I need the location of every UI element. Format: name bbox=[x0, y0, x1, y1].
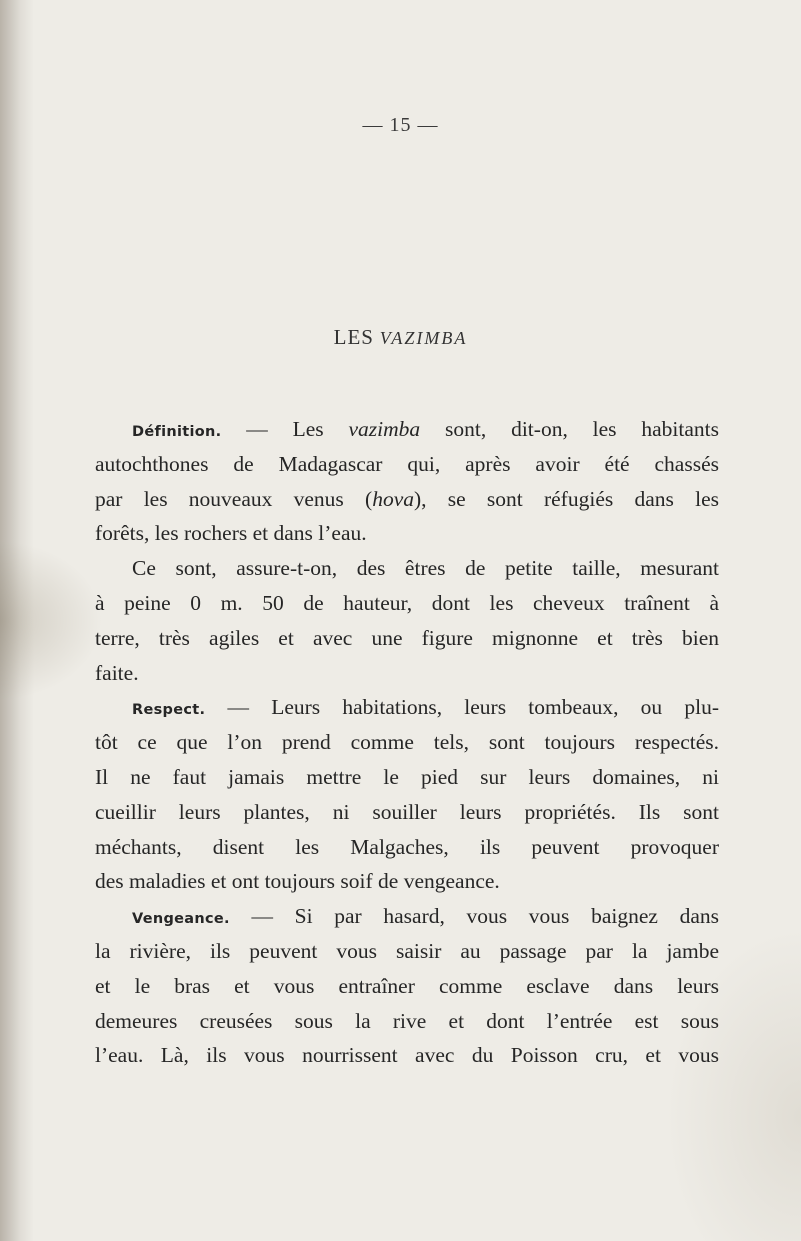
paragraph-respect-line: méchants, disent les Malgaches, ils peuvent provoquer bbox=[95, 834, 719, 859]
paragraph-description-line: terre, très agiles et avec une figure mignonne et très bien bbox=[95, 625, 719, 650]
chapter-title bbox=[0, 325, 801, 350]
paragraph-respect-line: Respect. — Leurs habitations, leurs tombeaux, ou plu- bbox=[132, 695, 719, 720]
paragraph-definition-line: autochthones de Madagascar qui, après avoir été chassés bbox=[95, 451, 719, 476]
section-heading-respect: Respect. bbox=[132, 702, 206, 719]
paragraph-vengeance-line: Vengeance. — Si par hasard, vous vous baignez dans bbox=[132, 904, 719, 929]
paragraph-description-line: faite. bbox=[95, 660, 139, 685]
paragraph-definition-line: par les nouveaux venus (hova), se sont réfugiés dans les bbox=[95, 486, 719, 511]
section-heading-vengeance: Vengeance. bbox=[132, 911, 230, 928]
paragraph-vengeance-line: demeures creusées sous la rive et dont l’entrée est sous bbox=[95, 1008, 719, 1033]
paragraph-vengeance-line: et le bras et vous entraîner comme esclave dans leurs bbox=[95, 973, 719, 998]
paragraph-vengeance-line: la rivière, ils peuvent vous saisir au passage par la jambe bbox=[95, 938, 719, 963]
page-edge-shadow bbox=[0, 0, 34, 1241]
section-heading-definition: Définition. bbox=[132, 424, 222, 440]
chapter-title-name: VAZIMBA bbox=[379, 328, 468, 348]
page-number: — 15 — bbox=[362, 114, 439, 136]
paragraph-definition-line: forêts, les rochers et dans l’eau. bbox=[95, 521, 367, 546]
paragraph-respect-line: Il ne faut jamais mettre le pied sur leurs domaines, ni bbox=[95, 764, 719, 789]
paragraph-vengeance-line: l’eau. Là, ils vous nourrissent avec du Poisson cru, et vous bbox=[95, 1043, 719, 1068]
paragraph-respect-line: tôt ce que l’on prend comme tels, sont toujours respectés. bbox=[95, 730, 719, 755]
paragraph-description-line: à peine 0 m. 50 de hauteur, dont les cheveux traînent à bbox=[95, 590, 719, 615]
paragraph-description-line: Ce sont, assure-t-on, des êtres de petite taille, mesurant bbox=[132, 556, 719, 581]
paragraph-respect-line: cueillir leurs plantes, ni souiller leurs propriétés. Ils sont bbox=[95, 799, 719, 824]
paragraph-respect-line: des maladies et ont toujours soif de vengeance. bbox=[95, 869, 500, 894]
paragraph-definition-line: Définition. — Les vazimba sont, dit-on, les habitants bbox=[132, 417, 720, 441]
body-text bbox=[95, 412, 719, 1073]
chapter-title-prefix: LES bbox=[333, 325, 374, 349]
